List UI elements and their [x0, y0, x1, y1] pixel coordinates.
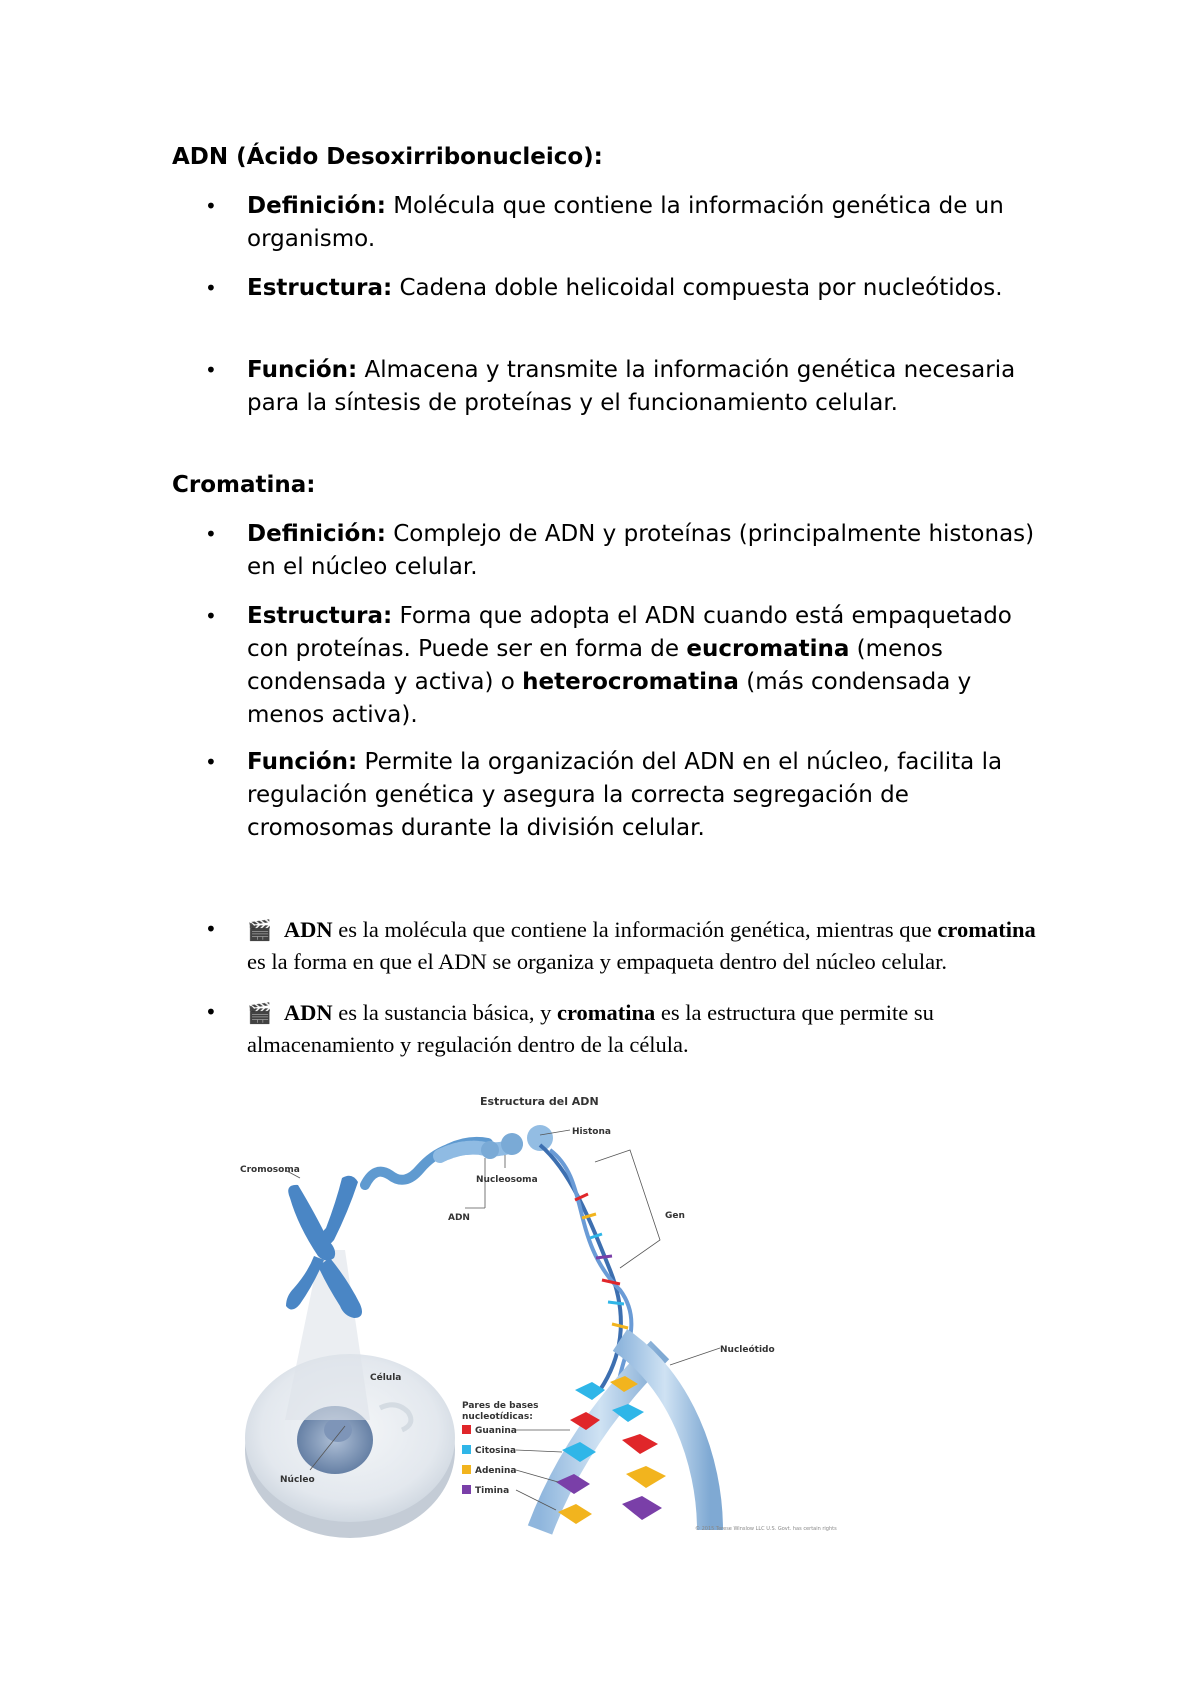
clapper-icon: 🎬	[247, 1001, 272, 1025]
legend-swatch-citosina	[462, 1445, 471, 1454]
legend-label: Timina	[475, 1486, 510, 1496]
cromatina-term: cromatina	[937, 917, 1036, 942]
label-nucleosoma: Nucleosoma	[476, 1175, 538, 1185]
legend-title: nucleotídicas:	[462, 1412, 533, 1422]
figure-title: Estructura del ADN	[480, 1095, 599, 1108]
summary-text: es la sustancia básica, y	[332, 1000, 557, 1025]
bullet-icon: •	[205, 750, 217, 774]
nucleosome-illustration	[481, 1125, 553, 1159]
cromatina-term: cromatina	[556, 1000, 656, 1025]
cromatina-heading: Cromatina:	[172, 472, 316, 498]
legend-swatch-timina	[462, 1485, 471, 1494]
label-adn: ADN	[448, 1213, 470, 1223]
summary-item	[207, 997, 1037, 1060]
item-text: Cadena doble helicoidal compuesta por nucleótidos.	[392, 275, 1003, 301]
item-text: Molécula que contiene la información genética de un organismo.	[247, 193, 1004, 252]
adn-term: ADN	[283, 917, 333, 942]
cromatina-item-definicion	[207, 518, 1037, 584]
adn-heading: ADN (Ácido Desoxirribonucleico):	[172, 144, 603, 170]
cromatina-item-estructura	[207, 600, 1037, 732]
adn-item-funcion	[207, 354, 1037, 420]
summary-text: es la forma en que el ADN se organiza y empaqueta dentro del núcleo celular.	[247, 949, 947, 974]
legend-label: Guanina	[475, 1426, 517, 1436]
adn-item-definicion	[207, 190, 1037, 256]
item-text: Forma que adopta el ADN cuando está empaquetado con proteínas. Puede ser en forma de	[247, 603, 1012, 662]
legend-title: Pares de bases	[462, 1401, 539, 1411]
bullet-icon: •	[205, 917, 217, 941]
summary-text: es la estructura que permite su almacenamiento y regulación dentro de la célula.	[247, 1000, 934, 1057]
clapper-icon: 🎬	[247, 918, 272, 942]
heterocromatina-term: heterocromatina	[522, 669, 739, 695]
bullet-icon: •	[205, 276, 217, 300]
eucromatina-term: eucromatina	[686, 636, 850, 662]
adn-item-estructura	[207, 272, 1037, 305]
dna-structure-figure	[240, 1090, 837, 1540]
label-cromosoma: Cromosoma	[240, 1165, 300, 1175]
item-text: (menos condensada y activa) o	[247, 636, 943, 695]
adn-term: ADN	[283, 1000, 333, 1025]
bullet-icon: •	[205, 358, 217, 382]
label-gen: Gen	[665, 1211, 685, 1221]
summary-text: es la molécula que contiene la información genética, mientras que	[332, 917, 938, 942]
item-label: Definición:	[247, 193, 386, 219]
item-label: Estructura:	[247, 603, 393, 629]
label-nucleotido: Nucleótido	[720, 1345, 775, 1355]
item-text: (más condensada y menos activa).	[247, 669, 972, 728]
cromatina-item-funcion	[207, 746, 1037, 845]
label-celula: Célula	[370, 1373, 402, 1383]
legend-swatch-guanina	[462, 1425, 471, 1434]
label-histona: Histona	[572, 1127, 611, 1137]
legend-swatch-adenina	[462, 1465, 471, 1474]
item-label: Estructura:	[247, 275, 393, 301]
helix-strand	[550, 1150, 631, 1400]
label-nucleo: Núcleo	[280, 1475, 315, 1485]
item-label: Función:	[247, 357, 358, 383]
bullet-icon: •	[205, 522, 217, 546]
item-label: Definición:	[247, 521, 386, 547]
item-text: Complejo de ADN y proteínas (principalmente histonas) en el núcleo celular.	[247, 521, 1035, 580]
legend-label: Adenina	[475, 1466, 517, 1476]
item-label: Función:	[247, 749, 358, 775]
item-text: Almacena y transmite la información genética necesaria para la síntesis de proteínas y el funcionamiento celular.	[247, 357, 1016, 416]
bullet-icon: •	[205, 604, 217, 628]
bullet-icon: •	[205, 1000, 217, 1024]
copyright-note: © 2015 Terese Winslow LLC U.S. Govt. has certain rights	[695, 1526, 837, 1532]
legend-label: Citosina	[475, 1446, 517, 1456]
bullet-icon: •	[205, 194, 217, 218]
summary-item	[207, 914, 1037, 977]
helix-strand	[540, 1145, 621, 1390]
item-text: Permite la organización del ADN en el núcleo, facilita la regulación genética y asegura la correcta segregación de cromosomas durante la división celular.	[247, 749, 1003, 841]
